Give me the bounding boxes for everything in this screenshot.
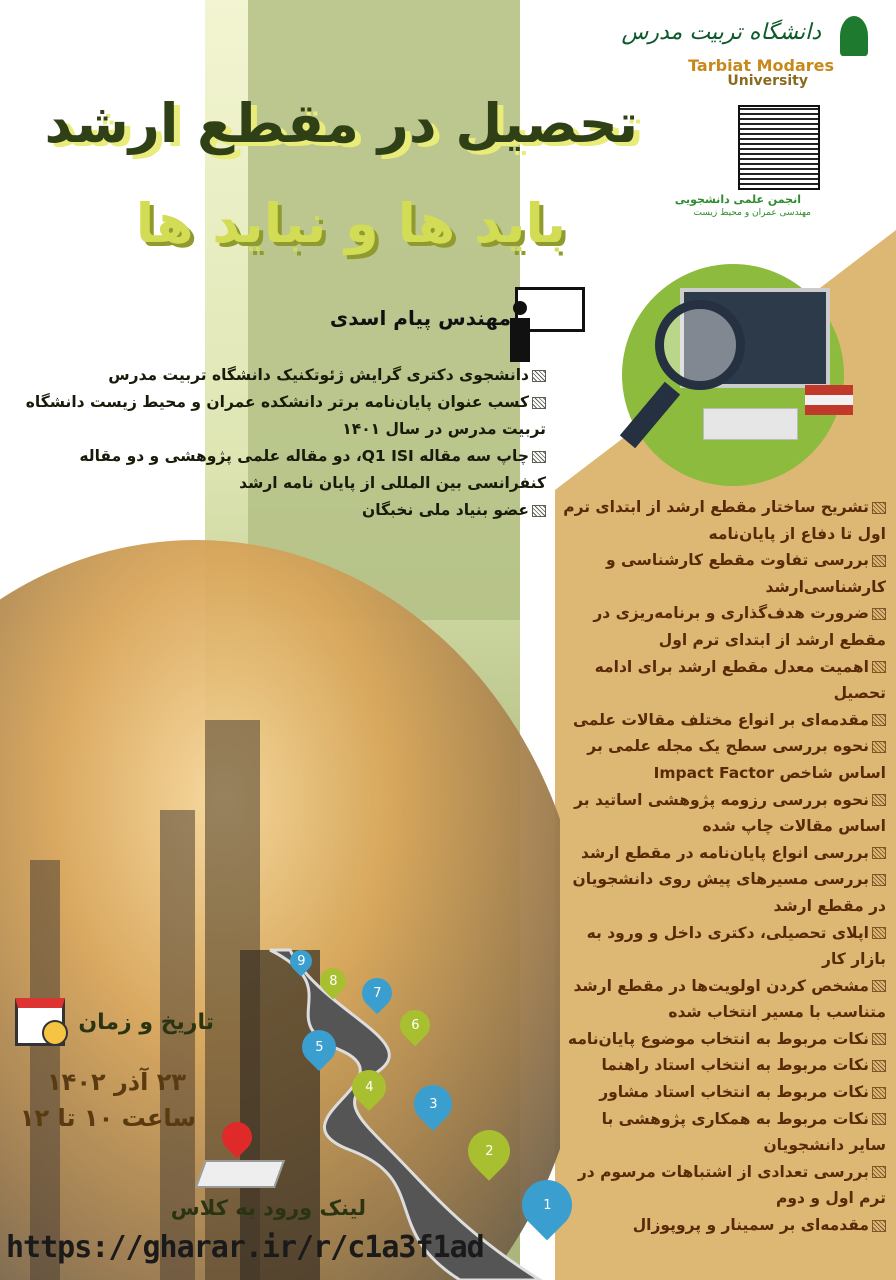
topic-item: بررسی مسیرهای پیش روی دانشجویان در مقطع ارشد xyxy=(561,866,886,919)
association-name: انجمن علمی دانشجویی xyxy=(674,193,801,206)
books-icon xyxy=(805,385,853,415)
road-marker-6: 6 xyxy=(394,1004,436,1046)
university-name-fa: دانشگاه تربیت مدرس xyxy=(621,20,821,45)
road-marker-9: 9 xyxy=(285,945,316,976)
topic-item: نحوه بررسی رزومه پژوهشی اساتید بر اساس مقالات چاپ شده xyxy=(561,787,886,840)
road-marker-2: 2 xyxy=(459,1121,518,1180)
winding-road-graphic xyxy=(230,930,570,1280)
speaker-name: مهندس پیام اسدی xyxy=(329,306,511,330)
university-name-en-2: University xyxy=(727,73,808,89)
road-marker-8: 8 xyxy=(315,963,352,1000)
topic-item: ضرورت هدف‌گذاری و برنامه‌ریزی در مقطع ارشد از ابتدای ترم اول xyxy=(561,600,886,653)
class-link-url[interactable]: https://gharar.ir/r/c1a3f1ad xyxy=(6,1230,484,1265)
topics-list xyxy=(561,494,886,1239)
magnifier-icon xyxy=(655,300,745,390)
road-marker-7: 7 xyxy=(356,972,398,1014)
topic-item: مقدمه‌ای بر سمینار و پروپوزال xyxy=(561,1212,886,1239)
topic-item: بررسی تفاوت مقطع کارشناسی و کارشناسی‌ارشد xyxy=(561,547,886,600)
association-subtitle: مهندسی عمران و محیط زیست xyxy=(693,208,811,218)
poster-title: تحصیل در مقطع ارشد xyxy=(44,92,638,155)
topic-item: اهمیت معدل مقطع ارشد برای ادامه تحصیل xyxy=(561,654,886,707)
class-link-label: لینک ورود به کلاس xyxy=(170,1196,366,1220)
poster-subtitle: باید ها و نباید ها xyxy=(135,192,566,255)
topic-item: نکات مربوط به انتخاب استاد راهنما xyxy=(561,1052,886,1079)
keyboard-icon xyxy=(703,408,798,440)
road-marker-4: 4 xyxy=(345,1063,393,1111)
topic-item: نحوه بررسی سطح یک مجله علمی بر اساس شاخص Impact Factor xyxy=(561,733,886,786)
university-tree-logo xyxy=(840,16,868,56)
topic-item: مقدمه‌ای بر انواع مختلف مقالات علمی xyxy=(561,707,886,734)
event-date: ۲۳ آذر ۱۴۰۲ xyxy=(47,1068,186,1096)
topic-item: تشریح ساختار مقطع ارشد از ابتدای ترم اول تا دفاع از پایان‌نامه xyxy=(561,494,886,547)
speaker-bio-list xyxy=(6,362,546,524)
topic-item: نکات مربوط به همکاری پژوهشی با سایر دانشجویان xyxy=(561,1106,886,1159)
event-time: ساعت ۱۰ تا ۱۲ xyxy=(19,1104,196,1132)
clock-icon xyxy=(42,1020,68,1046)
road-marker-5: 5 xyxy=(295,1023,343,1071)
bio-item: کسب عنوان پایان‌نامه برتر دانشکده عمران و محیط زیست دانشگاه تربیت مدرس در سال ۱۴۰۱ xyxy=(6,389,546,443)
road-marker-1: 1 xyxy=(512,1170,583,1241)
bio-item: عضو بنیاد ملی نخبگان xyxy=(6,497,546,524)
map-icon xyxy=(195,1160,285,1188)
topic-item: اپلای تحصیلی، دکتری داخل و ورود به بازار کار xyxy=(561,920,886,973)
topic-item: مشخص کردن اولویت‌ها در مقطع ارشد متناسب با مسیر انتخاب شده xyxy=(561,973,886,1026)
bio-item: چاپ سه مقاله Q1 ISI، دو مقاله علمی پژوهشی و دو مقاله کنفرانسی بین المللی از پایان نامه ارشد xyxy=(6,443,546,497)
bio-item: دانشجوی دکتری گرایش ژئوتکنیک دانشگاه تربیت مدرس xyxy=(6,362,546,389)
topic-item: بررسی انواع پایان‌نامه در مقطع ارشد xyxy=(561,840,886,867)
topic-item: نکات مربوط به انتخاب موضوع پایان‌نامه xyxy=(561,1026,886,1053)
university-name-en: Tarbiat Modares xyxy=(688,56,834,75)
association-logo xyxy=(738,105,820,190)
topic-item: بررسی تعدادی از اشتباهات مرسوم در ترم اول و دوم xyxy=(561,1159,886,1212)
datetime-label: تاریخ و زمان xyxy=(78,1010,214,1035)
topic-item: نکات مربوط به انتخاب استاد مشاور xyxy=(561,1079,886,1106)
road-marker-3: 3 xyxy=(406,1077,460,1131)
